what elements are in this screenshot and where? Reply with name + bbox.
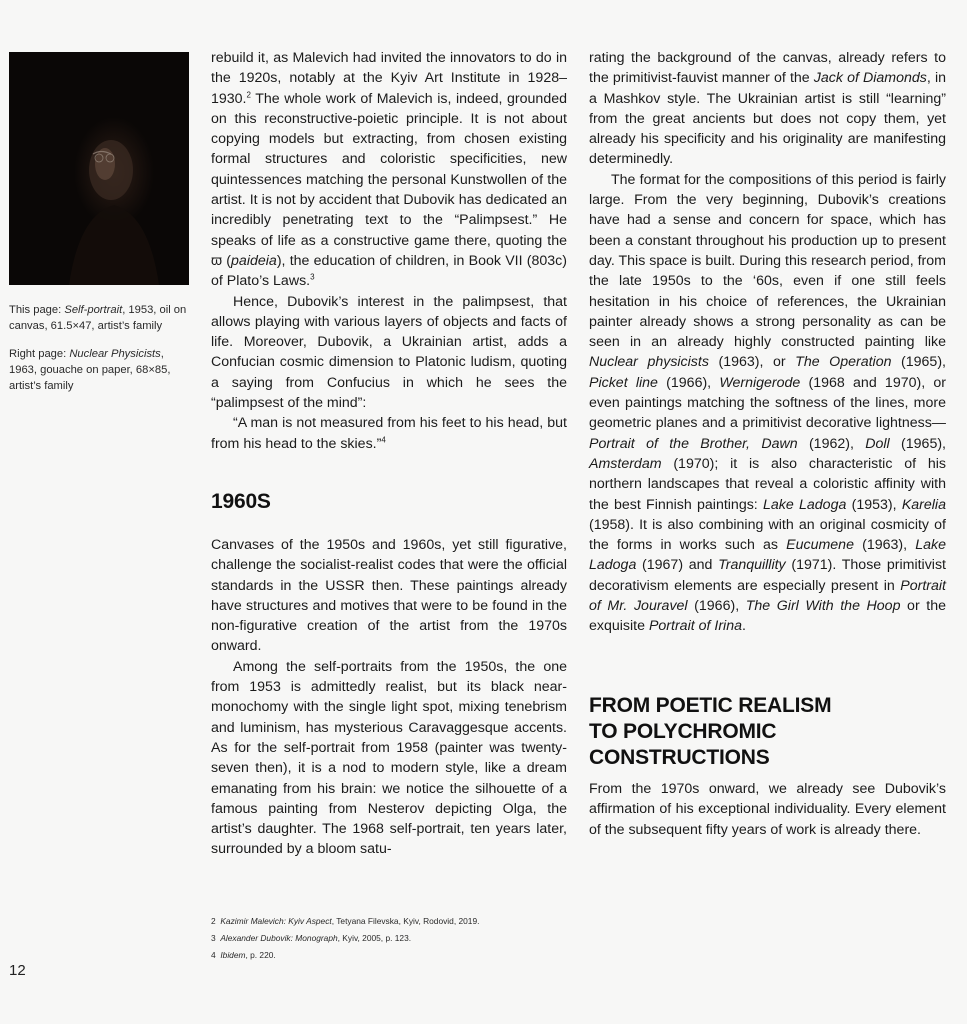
self-portrait-image: [9, 52, 189, 285]
portrait-figure: [9, 52, 189, 285]
column-2: [589, 48, 946, 637]
section-poetic-body: [589, 779, 946, 840]
1960s-paragraph-1: Canvases of the 1950s and 1960s, yet still figurative, challenge the socialist-realist codes that were the official standards in the USSR then. These paintings already have structures and motives that were to be found in the non-figurative creation of the artist from the 1970s onward.: [211, 537, 567, 655]
heading-poetic-realism: FROM POETIC REALISM TO POLYCHROMIC CONSTRUCTIONS: [589, 694, 832, 769]
section-1960s-body: [211, 535, 567, 860]
footnote-4: 4 Ibidem, p. 220.: [211, 950, 276, 960]
1960s-paragraph-2: Among the self-portraits from the 1950s, the one from 1953 is admittedly realist, but its black near-monochomy with the single light spot, mixing tenebrism and luminism, has mysterious Caravaggesque accents. As for the self-portrait from 1958 (painter was twenty-seven then), it is a nod to modern style, like a dream emanating from his brain: we notice the silhouette of a famous painting from Nesterov depicting Olga, the artist’s daughter. The 1968 self-portrait, ten years later, surrounded by a bloom satu-: [211, 658, 567, 858]
footnote-3: 3 Alexander Dubovik: Monograph, Kyiv, 2005, p. 123.: [211, 933, 412, 943]
column-1: [211, 48, 567, 454]
section-poetic-realism: [589, 693, 946, 771]
image-captions: [9, 302, 189, 406]
col2-paragraph-1: rating the background of the canvas, already refers to the primitivist-fauvist manner of the Jack of Diamonds, in a Mashkov style. The Ukrainian artist is still “learning” from the great ancients but does not copy them, yet already his specificity and his originality are manifesting determinedly.: [589, 50, 946, 168]
caption-right-page: Right page: Nuclear Physicists, 1963, gouache on paper, 68×85, artist’s family: [9, 348, 171, 392]
col1-quote: “A man is not measured from his feet to his head, but from his head to the skies.”$^4$: [211, 415, 567, 452]
footnotes: [211, 913, 711, 964]
heading-1960s: 1960S: [211, 490, 271, 513]
col1-paragraph-1: rebuild it, as Malevich had invited the innovators to do in the 1920s, notably at the Kyiv Art Institute in 1928–1930.$^2$ The whole work of Malevich is, indeed, grounded on this reconstructive-poietic principle. It is not about copying models but extracting, from chosen existing formal structures and coloristic specificities, new quintessences matching the personal Kunstwollen of the artist. It is not by accident that Dubovik has dedicated an incredibly penetrating text to the “Palimpsest.” He speaks of life as a constructive game there, quoting the ϖ (paideia), the education of children, in Book VII (803c) of Plato’s Laws.$^3$: [211, 50, 567, 290]
footnote-2: 2 Kazimir Malevich: Kyiv Aspect, Tetyana Filevska, Kyiv, Rodovid, 2019.: [211, 916, 480, 926]
caption-this-page: This page: Self-portrait, 1953, oil on canvas, 61.5×47, artist’s family: [9, 304, 187, 332]
section-1960s: [211, 489, 567, 515]
page-number: 12: [9, 962, 26, 979]
col2-paragraph-2: The format for the compositions of this period is fairly large. From the very beginning, Dubovik’s creations have had a sense and concern for space, which has been a constant throughout his production up to present day. This space is built. During this research period, from the late 1950s to the ‘60s, even if one still feels hesitation in his choice of references, the Ukrainian painter already shows a strong personality as can be seen in an already highly constructed painting like Nuclear physicists (1963), or The Operation (1965), Picket line (1966), Wernigerode (1968 and 1970), or even paintings matching the softness of the lines, more geometric planes and a primitivist decorative lightness—Portrait of the Brother, Dawn (1962), Doll (1965), Amsterdam (1970); it is also characteristic of his northern landscapes that reveal a coloristic affinity with the best Finnish paintings: Lake Ladoga (1953), Karelia (1958). It is also combining with an original cosmicity of the forms in works such as Eucumene (1963), Lake Ladoga (1967) and Tranquillity (1971). Those primitivist decorativism elements are especially present in Portrait of Mr. Jouravel (1966), The Girl With the Hoop or the exquisite Portrait of Irina.: [589, 171, 946, 635]
col1-paragraph-2: Hence, Dubovik’s interest in the palimpsest, that allows playing with various layers of objects and facts of life. Moreover, Dubovik, a Ukrainian artist, adds a Confucian cosmic dimension to Platonic ludism, quoting a saying from Confucius in which he sees the “palimpsest of the mind”:: [211, 293, 567, 412]
poetic-paragraph-1: From the 1970s onward, we already see Dubovik’s affirmation of his exceptional individuality. Every element of the subsequent fifty years of work is already there.: [589, 781, 946, 838]
